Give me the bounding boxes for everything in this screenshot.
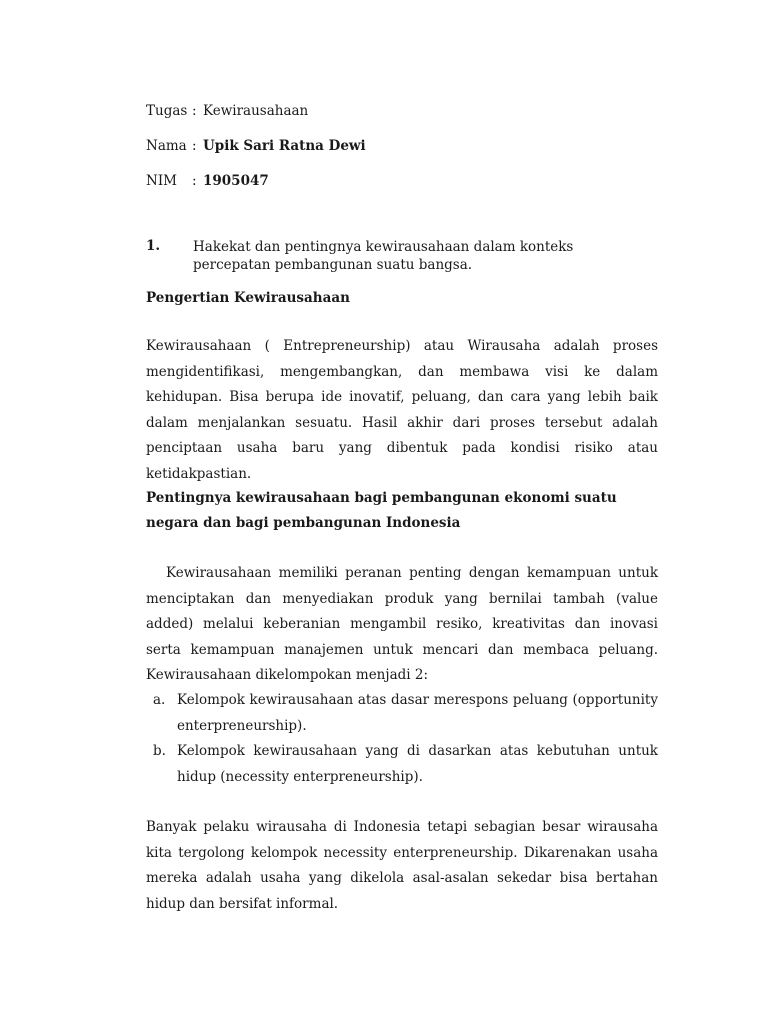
list-kelompok xyxy=(146,688,658,790)
list-marker: a. xyxy=(153,692,166,708)
section-heading-pentingnya: Pentingnya kewirausahaan bagi pembangunan ekonomi suatu negara dan bagi pembangunan Indonesia xyxy=(146,490,617,531)
nim-label: NIM xyxy=(146,173,177,189)
paragraph-banyak-pelaku: Banyak pelaku wirausaha di Indonesia tetapi sebagian besar wirausaha kita tergolong kelompok necessity enterpreneurship. Dikarenakan usaha mereka adalah usaha yang dikelola asal-asalan sekedar bisa bertahan hidup dan bersifat informal. xyxy=(146,819,658,912)
question-text: Hakekat dan pentingnya kewirausahaan dalam konteks percepatan pembangunan suatu bangsa. xyxy=(193,239,574,273)
list-item-text: Kelompok kewirausahaan atas dasar merespons peluang (opportunity enterpreneurship). xyxy=(177,692,658,734)
section-heading-pengertian: Pengertian Kewirausahaan xyxy=(146,290,350,306)
list-item xyxy=(146,688,658,739)
tugas-label: Tugas xyxy=(146,103,188,119)
paragraph-peranan: Kewirausahaan memiliki peranan penting dengan kemampuan untuk menciptakan dan menyediakan produk yang bernilai tambah (value added) melalui keberanian mengambil resiko, kreativitas dan inovasi serta kemampuan manajemen untuk mencari dan membaca peluang. Kewirausahaan dikelompokan menjadi 2: xyxy=(146,565,658,683)
nama-colon: : xyxy=(192,138,197,154)
nama-label: Nama xyxy=(146,138,187,154)
list-item xyxy=(146,739,658,790)
nim-value: 1905047 xyxy=(203,173,269,189)
tugas-value: Kewirausahaan xyxy=(203,103,309,119)
tugas-colon: : xyxy=(192,103,197,119)
list-item-text: Kelompok kewirausahaan yang di dasarkan atas kebutuhan untuk hidup (necessity enterpreneurship). xyxy=(177,743,658,785)
paragraph-pengertian: Kewirausahaan ( Entrepreneurship) atau Wirausaha adalah proses mengidentifikasi, mengembangkan, dan membawa visi ke dalam kehidupan. Bisa berupa ide inovatif, peluang, dan cara yang lebih baik dalam menjalankan sesuatu. Hasil akhir dari proses tersebut adalah penciptaan usaha baru yang dibentuk pada kondisi risiko atau ketidakpastian. xyxy=(146,338,658,482)
list-marker: b. xyxy=(153,743,166,759)
nim-colon: : xyxy=(192,173,197,189)
nama-value: Upik Sari Ratna Dewi xyxy=(203,138,366,154)
question-number: 1. xyxy=(146,238,161,254)
